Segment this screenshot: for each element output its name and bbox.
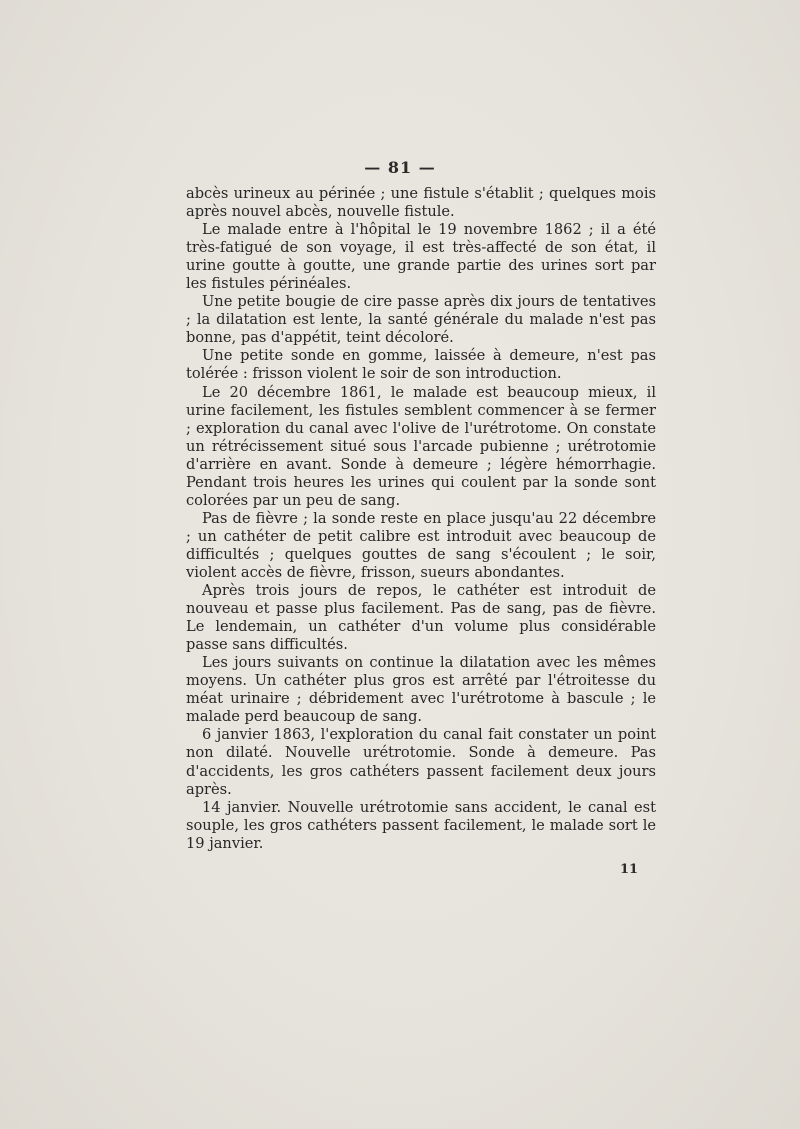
page-number: — 81 — — [364, 158, 436, 177]
body-text — [186, 185, 656, 853]
paragraph: Le malade entre à l'hôpital le 19 novembre 1862 ; il a été très-fatigué de son voyage, il est très-affecté de son état, il urine goutte à goutte, une grande partie des urines sort par les fistules périnéales. — [186, 221, 656, 293]
paragraph: abcès urineux au périnée ; une fistule s'établit ; quelques mois après nouvel abcès, nouvelle fistule. — [186, 185, 656, 221]
paragraph: 14 janvier. Nouvelle urétrotomie sans accident, le canal est souple, les gros cathéters passent facilement, le malade sort le 19 janvier. — [186, 798, 656, 852]
paragraph: Pas de fièvre ; la sonde reste en place jusqu'au 22 décembre ; un cathéter de petit calibre est introduit avec beaucoup de difficultés ; quelques gouttes de sang s'écoulent ; le soir, violent accès de fièvre, frisson, sueurs abondantes. — [186, 509, 656, 581]
paragraph: Une petite bougie de cire passe après dix jours de tentatives ; la dilatation est lente, la santé générale du malade n'est pas bonne, pas d'appétit, teint décoloré. — [186, 293, 656, 347]
paragraph: Une petite sonde en gomme, laissée à demeure, n'est pas tolérée : frisson violent le soir de son introduction. — [186, 347, 656, 383]
paragraph: Les jours suivants on continue la dilatation avec les mêmes moyens. Un cathéter plus gros est arrêté par l'étroitesse du méat urinaire ; débridement avec l'urétrotome à bascule ; le malade perd beaucoup de sang. — [186, 654, 656, 726]
signature-mark: 11 — [620, 862, 639, 877]
paragraph: Après trois jours de repos, le cathéter est introduit de nouveau et passe plus facilement. Pas de sang, pas de fièvre. Le lendemain, un cathéter d'un volume plus considérable passe sans difficultés. — [186, 582, 656, 654]
paragraph: Le 20 décembre 1861, le malade est beaucoup mieux, il urine facilement, les fistules semblent commencer à se fermer ; exploration du canal avec l'olive de l'urétrotome. On constate un rétrécissement situé sous l'arcade pubienne ; urétrotomie d'arrière en avant. Sonde à demeure ; légère hémorrhagie. Pendant trois heures les urines qui coulent par la sonde sont colorées par un peu de sang. — [186, 383, 656, 509]
paragraph: 6 janvier 1863, l'exploration du canal fait constater un point non dilaté. Nouvelle urétrotomie. Sonde à demeure. Pas d'accidents, les gros cathéters passent facilement deux jours après. — [186, 726, 656, 798]
